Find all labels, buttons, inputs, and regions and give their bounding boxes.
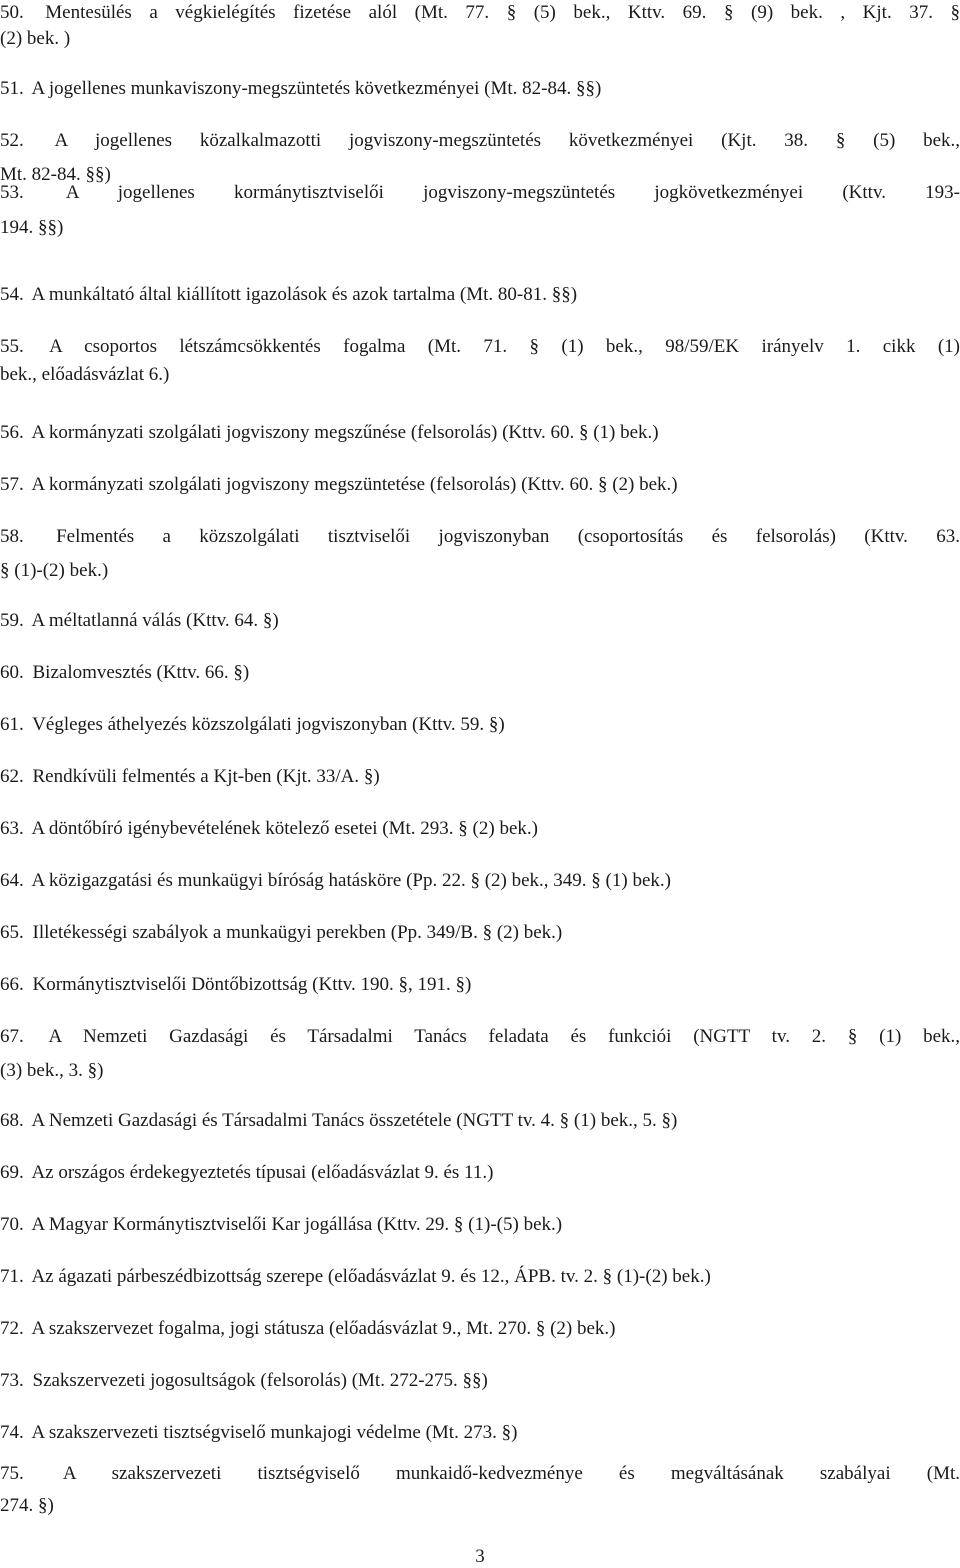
list-item-line-text: (2) bek. ) bbox=[0, 28, 71, 49]
list-item-text bbox=[0, 1461, 960, 1493]
list-item-text bbox=[0, 764, 960, 790]
list-item bbox=[0, 764, 960, 790]
list-item-text bbox=[0, 180, 960, 215]
list-item-continuation bbox=[0, 1058, 960, 1084]
list-item-line-text: Végleges áthelyezés közszolgálati jogviszonyban (Kttv. 59. §) bbox=[32, 714, 505, 735]
list-item-text bbox=[0, 0, 960, 26]
list-item-line-text: Mt. 82-84. §§) bbox=[0, 164, 111, 185]
list-item-number: 70. bbox=[0, 1214, 24, 1235]
list-item bbox=[0, 868, 960, 894]
list-item-number: 68. bbox=[0, 1110, 24, 1131]
list-item-line-text: A szakszervezet fogalma, jogi státusza (előadásvázlat 9., Mt. 270. § (2) bek.) bbox=[31, 1318, 616, 1339]
list-item-text bbox=[0, 1264, 960, 1290]
list-item-number: 67. bbox=[0, 1026, 24, 1047]
list-item bbox=[0, 816, 960, 842]
list-item-text bbox=[0, 524, 960, 558]
list-item-number: 65. bbox=[0, 922, 24, 943]
list-item-line-text: 194. §§) bbox=[0, 217, 64, 238]
list-item-line-text: A csoportos létszámcsökkentés fogalma (Mt. 71. § (1) bek., 98/59/EK irányelv 1. cikk (1) bbox=[49, 336, 960, 357]
list-item-text bbox=[0, 608, 960, 634]
list-item bbox=[0, 1316, 960, 1342]
list-item-number: 60. bbox=[0, 662, 24, 683]
list-item-number: 54. bbox=[0, 284, 24, 305]
list-item-line-text: Az országos érdekegyeztetés típusai (előadásvázlat 9. és 11.) bbox=[31, 1162, 494, 1183]
list-item-text bbox=[0, 1024, 960, 1058]
list-item-line-text: Rendkívüli felmentés a Kjt-ben (Kjt. 33/A. §) bbox=[32, 766, 380, 787]
list-item-line-text: A Nemzeti Gazdasági és Társadalmi Tanács feladata és funkciói (NGTT tv. 2. § (1) bek., bbox=[48, 1026, 960, 1047]
list-item-line-text: A Magyar Kormánytisztviselői Kar jogállása (Kttv. 29. § (1)-(5) bek.) bbox=[31, 1214, 563, 1235]
list-item bbox=[0, 1420, 960, 1446]
list-item bbox=[0, 472, 960, 498]
list-item-line-text: A munkáltató által kiállított igazolások és azok tartalma (Mt. 80-81. §§) bbox=[31, 284, 578, 305]
list-item bbox=[0, 282, 960, 308]
list-item-continuation bbox=[0, 1493, 960, 1519]
list-item-number: 72. bbox=[0, 1318, 24, 1339]
page-number: 3 bbox=[475, 1546, 485, 1567]
list-item-continuation bbox=[0, 558, 960, 584]
list-item-text bbox=[0, 1368, 960, 1394]
list-item-line-text: A kormányzati szolgálati jogviszony megszűnése (felsorolás) (Kttv. 60. § (1) bek.) bbox=[31, 422, 659, 443]
list-item bbox=[0, 608, 960, 634]
list-item-text bbox=[0, 712, 960, 738]
list-item-number: 74. bbox=[0, 1422, 24, 1443]
list-item bbox=[0, 1024, 960, 1084]
list-item-number: 58. bbox=[0, 526, 24, 547]
list-item-number: 51. bbox=[0, 78, 24, 99]
list-item-number: 75. bbox=[0, 1463, 24, 1484]
list-item-number: 59. bbox=[0, 610, 24, 631]
list-item-text bbox=[0, 334, 960, 362]
list-item-number: 56. bbox=[0, 422, 24, 443]
list-item-number: 66. bbox=[0, 974, 24, 995]
list-item-line-text: 274. §) bbox=[0, 1495, 54, 1516]
list-item-text bbox=[0, 1316, 960, 1342]
list-item-line-text: A Nemzeti Gazdasági és Társadalmi Tanács összetétele (NGTT tv. 4. § (1) bek., 5. §) bbox=[31, 1110, 678, 1131]
list-item-continuation bbox=[0, 215, 960, 241]
list-item-line-text: A szakszervezeti tisztségviselő munkajogi védelme (Mt. 273. §) bbox=[31, 1422, 518, 1443]
list-item-line-text: Kormánytisztviselői Döntőbizottság (Kttv. 190. §, 191. §) bbox=[32, 974, 472, 995]
list-item-text bbox=[0, 282, 960, 308]
list-item-line-text: Felmentés a közszolgálati tisztviselői jogviszonyban (csoportosítás és felsorolás) (Kttv. 63. bbox=[56, 526, 960, 547]
list-item-line-text: A jogellenes közalkalmazotti jogviszony-megszüntetés következményei (Kjt. 38. § (5) bek., bbox=[54, 130, 960, 151]
list-item-number: 69. bbox=[0, 1162, 24, 1183]
list-item bbox=[0, 972, 960, 998]
list-item-text bbox=[0, 1160, 960, 1186]
list-item-number: 71. bbox=[0, 1266, 24, 1287]
list-item bbox=[0, 712, 960, 738]
list-item bbox=[0, 0, 960, 52]
list-item-line-text: Az ágazati párbeszédbizottság szerepe (előadásvázlat 9. és 12., ÁPB. tv. 2. § (1)-(2) bek.) bbox=[31, 1266, 711, 1287]
list-item bbox=[0, 420, 960, 446]
list-item bbox=[0, 128, 960, 188]
list-item-line-text: A kormányzati szolgálati jogviszony megszüntetése (felsorolás) (Kttv. 60. § (2) bek.) bbox=[31, 474, 678, 495]
list-item-line-text: (3) bek., 3. §) bbox=[0, 1060, 104, 1081]
list-item-text bbox=[0, 472, 960, 498]
list-item-text bbox=[0, 420, 960, 446]
list-item-text bbox=[0, 660, 960, 686]
list-item-text bbox=[0, 76, 960, 102]
list-item-line-text: § (1)-(2) bek.) bbox=[0, 560, 109, 581]
list-item-continuation bbox=[0, 26, 960, 52]
list-item-line-text: Bizalomvesztés (Kttv. 66. §) bbox=[32, 662, 250, 683]
list-item bbox=[0, 76, 960, 102]
list-item-text bbox=[0, 1212, 960, 1238]
list-item-text bbox=[0, 972, 960, 998]
list-item-line-text: A jogellenes munkaviszony-megszüntetés következményei (Mt. 82-84. §§) bbox=[31, 78, 602, 99]
list-item-line-text: Szakszervezeti jogosultságok (felsorolás) (Mt. 272-275. §§) bbox=[32, 1370, 488, 1391]
list-item-line-text: Illetékességi szabályok a munkaügyi perekben (Pp. 349/B. § (2) bek.) bbox=[32, 922, 563, 943]
list-item bbox=[0, 1461, 960, 1519]
list-item-line-text: bek., előadásvázlat 6.) bbox=[0, 364, 170, 385]
list-item-text bbox=[0, 816, 960, 842]
list-item-number: 55. bbox=[0, 336, 24, 357]
list-item-number: 52. bbox=[0, 130, 24, 151]
list-item bbox=[0, 660, 960, 686]
list-item-number: 64. bbox=[0, 870, 24, 891]
list-item-number: 62. bbox=[0, 766, 24, 787]
list-item-line-text: A méltatlanná válás (Kttv. 64. §) bbox=[31, 610, 279, 631]
list-item-text bbox=[0, 920, 960, 946]
list-item bbox=[0, 524, 960, 584]
list-item bbox=[0, 1368, 960, 1394]
list-item-text bbox=[0, 128, 960, 162]
list-item-line-text: A jogellenes kormánytisztviselői jogviszony-megszüntetés jogkövetkezményei (Kttv. 193- bbox=[65, 182, 960, 203]
list-item-line-text: A közigazgatási és munkaügyi bíróság hatásköre (Pp. 22. § (2) bek., 349. § (1) bek.) bbox=[31, 870, 671, 891]
list-item bbox=[0, 180, 960, 241]
list-item-text bbox=[0, 868, 960, 894]
list-item bbox=[0, 1264, 960, 1290]
list-item-number: 61. bbox=[0, 714, 24, 735]
list-item bbox=[0, 920, 960, 946]
list-item-text bbox=[0, 1420, 960, 1446]
list-item-line-text: A döntőbíró igénybevételének kötelező esetei (Mt. 293. § (2) bek.) bbox=[31, 818, 538, 839]
list-item bbox=[0, 1160, 960, 1186]
list-item-number: 73. bbox=[0, 1370, 24, 1391]
list-item-line-text: A szakszervezeti tisztségviselő munkaidő-kedvezménye és megváltásának szabályai (Mt. bbox=[62, 1463, 960, 1484]
list-item-line-text: Mentesülés a végkielégítés fizetése alól (Mt. 77. § (5) bek., Kttv. 69. § (9) bek. , Kjt. 37. § bbox=[45, 2, 960, 23]
list-item-number: 53. bbox=[0, 182, 24, 203]
list-item bbox=[0, 334, 960, 388]
list-item-number: 57. bbox=[0, 474, 24, 495]
list-item-continuation bbox=[0, 362, 960, 388]
list-item-text bbox=[0, 1108, 960, 1134]
list-item-number: 50. bbox=[0, 2, 24, 23]
list-item bbox=[0, 1108, 960, 1134]
list-item-number: 63. bbox=[0, 818, 24, 839]
list-item bbox=[0, 1212, 960, 1238]
